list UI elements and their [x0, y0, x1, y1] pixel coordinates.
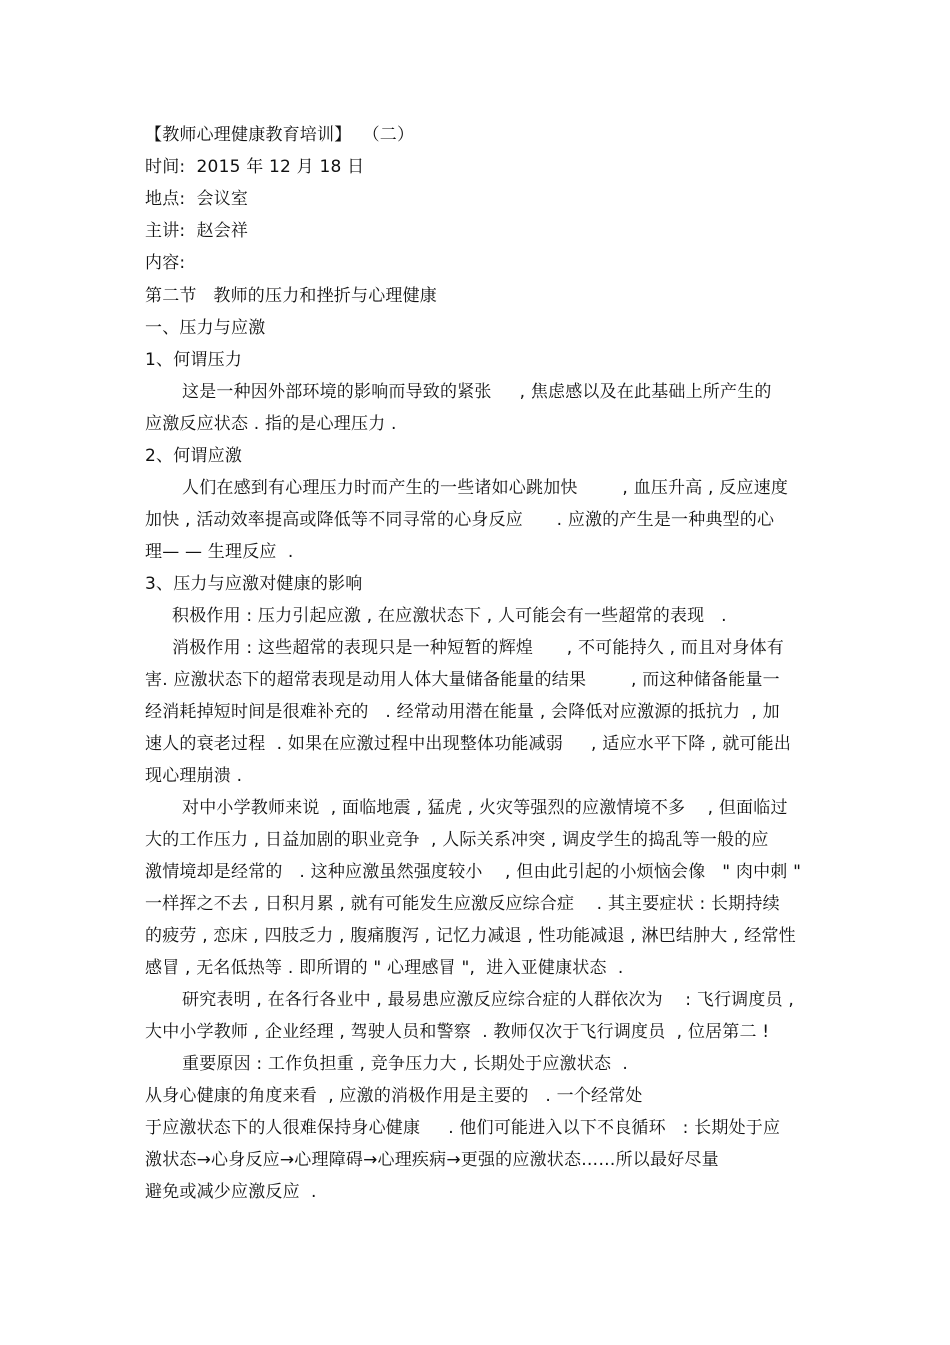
paragraph-line: 一样挥之不去 , 日积月累 , 就有可能发生应激反应综合症 . 其主要症状 : 长期持续 [145, 894, 780, 914]
paragraph-line: 大中小学教师 , 企业经理 , 驾驶人员和警察 . 教师仅次于飞行调度员 , 位居第二 ! [145, 1022, 770, 1042]
paragraph-line: 消极作用 : 这些超常的表现只是一种短暂的辉煌 , 不可能持久 , 而且对身体有 [172, 638, 784, 658]
paragraph-line: 的疲劳 , 恋床 , 四肢乏力 , 腹痛腹泻 , 记忆力减退 , 性功能减退 , 淋巴结肿大 , 经常性 [145, 926, 796, 946]
paragraph-line: 应激反应状态 . 指的是心理压力 . [145, 414, 397, 434]
paragraph-line: 积极作用 : 压力引起应激 , 在应激状态下 , 人可能会有一些超常的表现 . [172, 606, 727, 626]
item-heading: 3、压力与应激对健康的影响 [145, 574, 363, 594]
paragraph-line: 对中小学教师来说 , 面临地震 , 猛虎 , 火灾等强烈的应激情境不多 , 但面临过 [182, 798, 788, 818]
paragraph-line: 加快 , 活动效率提高或降低等不同寻常的心身反应 . 应激的产生是一种典型的心 [145, 510, 775, 530]
paragraph-line: 大的工作压力 , 日益加剧的职业竞争 , 人际关系冲突 , 调皮学生的捣乱等一般的应 [145, 830, 769, 850]
paragraph-line: 理— — 生理反应 . [145, 542, 294, 562]
paragraph-line: 速人的衰老过程 . 如果在应激过程中出现整体功能减弱 , 适应水平下降 , 就可能出 [145, 734, 792, 754]
paragraph-line: 从身心健康的角度来看 , 应激的消极作用是主要的 . 一个经常处 [145, 1086, 643, 1106]
paragraph-line: 避免或减少应激反应 . [145, 1182, 317, 1202]
meta-time: 时间: 2015 年 12 月 18 日 [145, 157, 365, 177]
section-heading: 第二节 教师的压力和挫折与心理健康 [145, 286, 438, 306]
paragraph-line: 人们在感到有心理压力时而产生的一些诸如心跳加快 , 血压升高 , 反应速度 [182, 478, 789, 498]
paragraph-line: 感冒 , 无名低热等 . 即所谓的 " 心理感冒 ", 进入亚健康状态 . [145, 958, 624, 978]
meta-speaker: 主讲: 赵会祥 [145, 221, 249, 241]
doc-title: 【教师心理健康教育培训】 （二） [145, 125, 415, 145]
meta-content-label: 内容: [145, 253, 186, 273]
paragraph-line: 这是一种因外部环境的影响而导致的紧张 , 焦虑感以及在此基础上所产生的 [182, 382, 772, 402]
paragraph-line: 于应激状态下的人很难保持身心健康 . 他们可能进入以下不良循环 : 长期处于应 [145, 1118, 781, 1138]
item-heading: 2、何谓应激 [145, 446, 243, 466]
paragraph-line: 激情境却是经常的 . 这种应激虽然强度较小 , 但由此引起的小烦恼会像 " 肉中刺 " [145, 862, 802, 882]
paragraph-line: 研究表明 , 在各行各业中 , 最易患应激反应综合症的人群依次为 : 飞行调度员 , [182, 990, 794, 1010]
meta-location: 地点: 会议室 [145, 189, 249, 209]
paragraph-line: 经消耗掉短时间是很难补充的 . 经常动用潜在能量 , 会降低对应激源的抵抗力 , 加 [145, 702, 780, 722]
item-heading: 1、何谓压力 [145, 350, 243, 370]
paragraph-line: 激状态→心身反应→心理障碍→心理疾病→更强的应激状态……所以最好尽量 [145, 1150, 719, 1170]
paragraph-line: 害. 应激状态下的超常表现是动用人体大量储备能量的结果 , 而这种储备能量一 [145, 670, 780, 690]
subsection-heading: 一、压力与应激 [145, 318, 266, 338]
paragraph-line: 现心理崩溃 . [145, 766, 243, 786]
paragraph-line: 重要原因 : 工作负担重 , 竞争压力大 , 长期处于应激状态 . [182, 1054, 628, 1074]
